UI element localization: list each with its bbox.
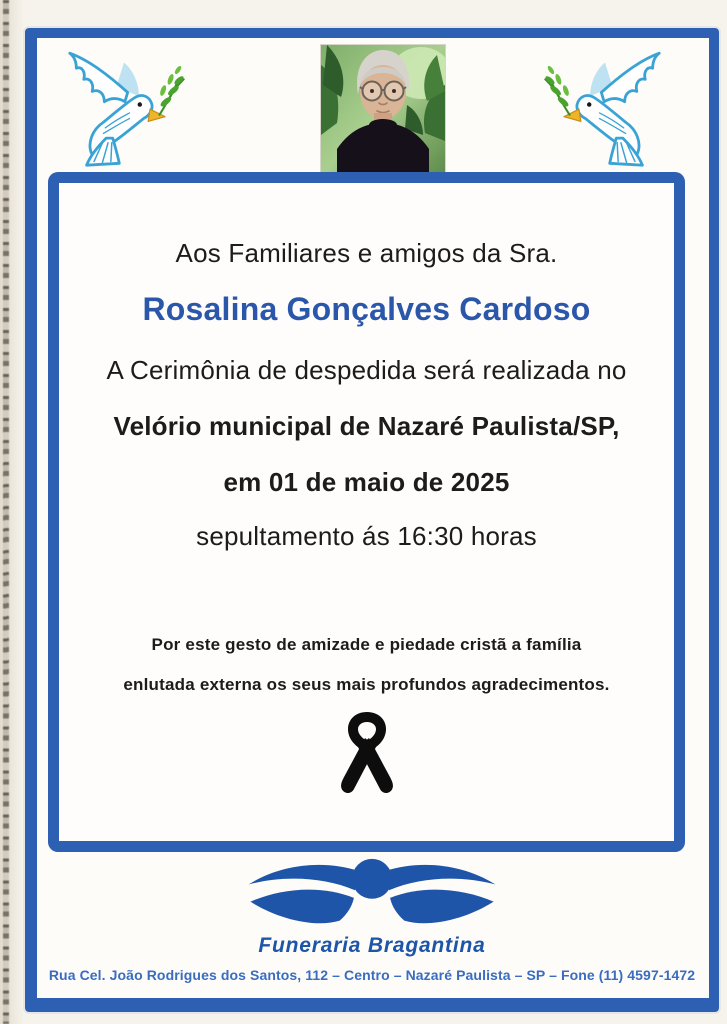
portrait-photo [320, 44, 446, 175]
date-text: em 01 de maio de 2025 [223, 467, 510, 497]
burial-time-text: sepultamento ás 16:30 horas [196, 521, 537, 551]
scan-edge-artifact [3, 0, 9, 1024]
deceased-name: Rosalina Gonçalves Cardoso [142, 291, 591, 327]
footer [25, 857, 719, 983]
gratitude-text-line1: Por este gesto de amizade e piedade cristã a família [151, 635, 582, 654]
company-name: Funeraria Bragantina [258, 934, 486, 957]
funeraria-logo-icon [239, 857, 505, 933]
dove-olive-branch-icon [544, 42, 696, 168]
announcement-card [48, 172, 685, 852]
footer-address: Rua Cel. João Rodrigues dos Santos, 112 – Centro – Nazaré Paulista – SP – Fone (11) 4597-1472 [48, 967, 696, 983]
mourning-ribbon-icon [337, 710, 397, 802]
dove-olive-branch-icon [33, 42, 185, 168]
salutation-text: Aos Familiares e amigos da Sra. [175, 238, 558, 268]
venue-text: Velório municipal de Nazaré Paulista/SP, [113, 411, 620, 441]
ceremony-text: A Cerimônia de despedida será realizada no [106, 355, 627, 385]
gratitude-text-line2: enlutada externa os seus mais profundos agradecimentos. [123, 675, 610, 694]
